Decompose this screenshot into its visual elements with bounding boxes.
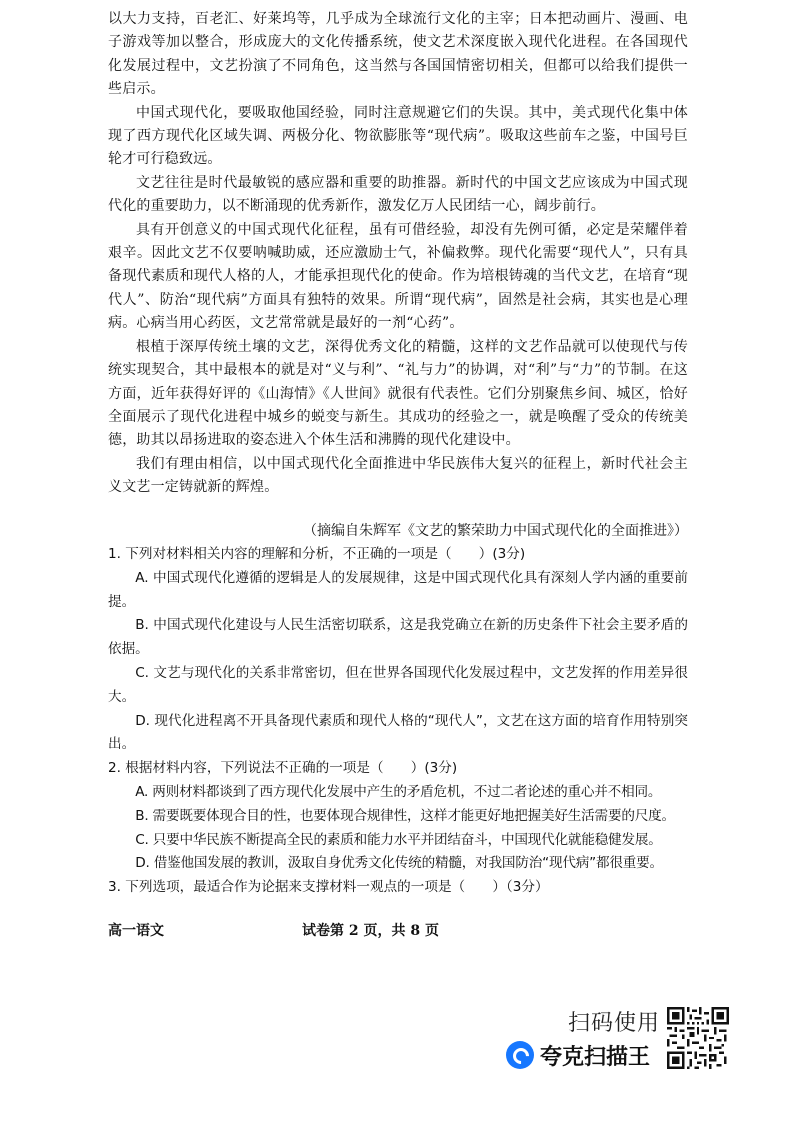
- question-2-stem: 2. 根据材料内容，下列说法不正确的一项是（ ）(3分): [108, 760, 458, 777]
- article-paragraph: 文艺往往是时代最敏锐的感应器和重要的助推器。新时代的中国文艺应该成为中国式现代化的重要助力，以不断涌现的优秀新作，激发亿万人民团结一心，阔步前行。: [108, 174, 688, 215]
- qr-code-icon: [667, 1007, 729, 1069]
- article-body: [108, 8, 688, 500]
- question-1-option-a: A. 中国式现代化遵循的逻辑是人的发展规律，这是中国式现代化具有深刻人学内涵的重要前提。: [108, 569, 688, 610]
- scan-use-label: 扫码使用: [568, 1011, 661, 1036]
- brand-watermark: [506, 1040, 650, 1070]
- quark-logo-icon: [506, 1041, 534, 1069]
- question-2-option-c: C. 只要中华民族不断提高全民的素质和能力水平并团结奋斗，中国现代化就能稳健发展。: [135, 831, 662, 848]
- question-1-option-c: C. 文艺与现代化的关系非常密切，但在世界各国现代化发展过程中，文艺发挥的作用差异很大。: [108, 664, 688, 705]
- footer-page-info: 试卷第 2 页，共 8 页: [302, 923, 439, 939]
- brand-name: 夸克扫描王: [540, 1044, 651, 1070]
- question-1-option-d: D. 现代化进程离不开具备现代素质和现代人格的“现代人”，文艺在这方面的培育作用特别突出。: [108, 712, 688, 753]
- question-section: [108, 543, 688, 900]
- question-2-option-a: A. 两则材料都谈到了西方现代化发展中产生的矛盾危机，不过二者论述的重心并不相同。: [135, 783, 662, 800]
- article-source: （摘编自朱辉军《文艺的繁荣助力中国式现代化的全面推进》）: [303, 523, 688, 539]
- question-1-option-b: B. 中国式现代化建设与人民生活密切联系，这是我党确立在新的历史条件下社会主要矛盾的依据。: [108, 617, 688, 658]
- article-paragraph: 以大力支持，百老汇、好莱坞等，几乎成为全球流行文化的主宰；日本把动画片、漫画、电子游戏等加以整合，形成庞大的文化传播系统，使文艺术深度嵌入现代化进程。在各国现代化发展过程中，文艺扮演了不同角色，这当然与各国国情密切相关，但都可以给我们提供一些启示。: [108, 11, 688, 98]
- article-paragraph: 具有开创意义的中国式现代化征程，虽有可借经验，却没有先例可循，必定是荣耀伴着艰辛。因此文艺不仅要呐喊助威，还应激励士气，补偏救弊。现代化需要“现代人”，只有具备现代素质和现代人格的人，才能承担现代化的使命。作为培根铸魂的当代文艺，在培育“现代人”、防治“现代病”方面具有独特的效果。所谓“现代病”，固然是社会病，其实也是心理病。心病当用心药医，文艺常常就是最好的一剂“心药”。: [108, 221, 688, 332]
- article-paragraph: 中国式现代化，要吸取他国经验，同时注意规避它们的失误。其中，美式现代化集中体现了西方现代化区域失调、两极分化、物欲膨胀等“现代病”。吸取这些前车之鉴，中国号巨轮才可行稳致远。: [108, 104, 688, 168]
- article-paragraph: 根植于深厚传统土壤的文艺，深得优秀文化的精髓，这样的文艺作品就可以使现代与传统实现契合，其中最根本的就是对“义与利”、“礼与力”的协调，对“利”与“力”的节制。在这方面，近年获得好评的《山海情》《人世间》就很有代表性。它们分别聚焦乡间、城区，恰好全面展示了现代化进程中城乡的蜕变与新生。其成功的经验之一，就是唤醒了受众的传统美德，助其以昂扬进取的姿态进入个体生活和沸腾的现代化建设中。: [108, 338, 688, 449]
- question-2-option-d: D. 借鉴他国发展的教训，汲取自身优秀文化传统的精髓，对我国防治“现代病”都很重要。: [135, 855, 663, 872]
- question-2-option-b: B. 需要既要体现合目的性，也要体现合规律性，这样才能更好地把握美好生活需要的尺度。: [135, 807, 675, 824]
- article-paragraph: 我们有理由相信，以中国式现代化全面推进中华民族伟大复兴的征程上，新时代社会主义文艺一定铸就新的辉煌。: [108, 455, 688, 496]
- question-3-stem: 3. 下列选项，最适合作为论据来支撑材料一观点的一项是（ ）（3分）: [108, 879, 549, 896]
- footer-subject: 高一语文: [108, 923, 164, 939]
- question-1-stem: 1. 下列对材料相关内容的理解和分析，不正确的一项是（ ）(3分): [108, 546, 526, 562]
